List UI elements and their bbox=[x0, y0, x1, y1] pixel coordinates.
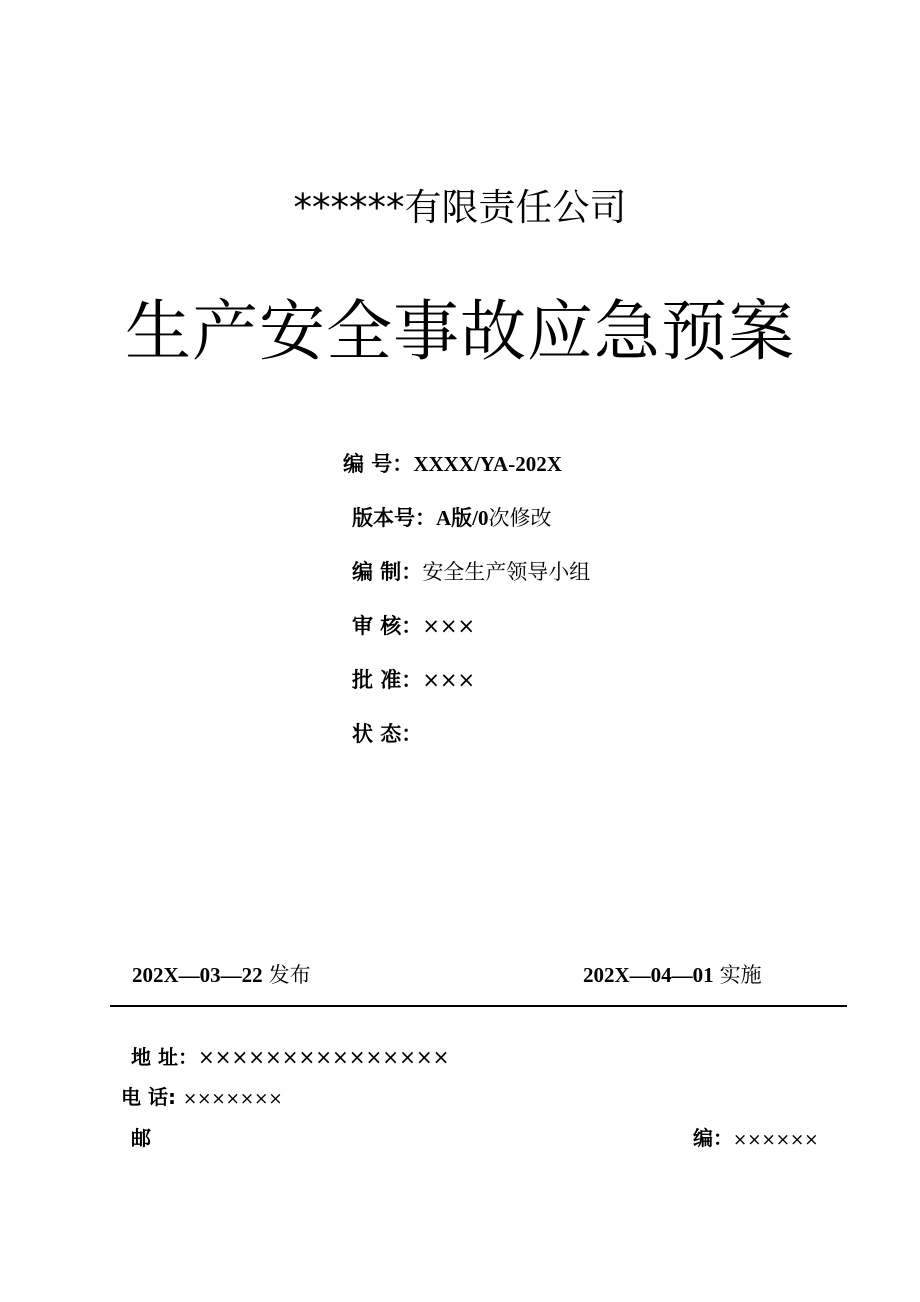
divider-line bbox=[110, 1005, 847, 1007]
meta-status-row bbox=[352, 719, 422, 749]
postcode-label-left-line bbox=[131, 1124, 151, 1152]
meta-approver-row bbox=[352, 665, 475, 695]
approver-label: 批 准： bbox=[352, 668, 423, 692]
effective-date-line bbox=[583, 960, 762, 990]
number-value: XXXX/YA-202X bbox=[413, 452, 562, 476]
reviewer-value: ××× bbox=[422, 614, 476, 638]
effective-word: 实施 bbox=[719, 963, 762, 987]
reviewer-label: 审 核： bbox=[352, 614, 423, 638]
postcode-line bbox=[693, 1124, 818, 1154]
address-line bbox=[131, 1043, 449, 1071]
postcode-value: ×××××× bbox=[733, 1130, 819, 1150]
publish-date-line bbox=[132, 960, 311, 990]
version-value-rest: 次修改 bbox=[488, 506, 552, 530]
address-value: ××××××××××××××× bbox=[197, 1045, 450, 1069]
editor-value: 安全生产领导小组 bbox=[422, 560, 591, 584]
postcode-label-left: 邮 bbox=[131, 1126, 151, 1150]
address-label: 地 址： bbox=[131, 1045, 198, 1069]
postcode-label-right: 编： bbox=[693, 1126, 733, 1150]
publish-word: 发布 bbox=[268, 963, 311, 987]
phone-value: ××××××× bbox=[182, 1089, 283, 1109]
publish-date: 202X—03—22 bbox=[132, 963, 263, 987]
meta-version-row bbox=[352, 503, 552, 533]
company-name: ******有限责任公司 bbox=[293, 186, 627, 229]
meta-reviewer-row bbox=[352, 611, 475, 641]
effective-date: 202X—04—01 bbox=[583, 963, 714, 987]
version-value-bold: A版/0 bbox=[436, 506, 489, 530]
version-label: 版本号： bbox=[352, 506, 436, 530]
number-label: 编 号： bbox=[343, 452, 414, 476]
approver-value: ××× bbox=[422, 668, 476, 692]
status-label: 状 态： bbox=[352, 722, 423, 746]
meta-editor-row bbox=[352, 557, 590, 587]
phone-label: 电 话: bbox=[121, 1085, 183, 1109]
document-title: 生产安全事故应急预案 bbox=[125, 293, 795, 370]
phone-line bbox=[121, 1083, 283, 1113]
editor-label: 编 制： bbox=[352, 560, 423, 584]
meta-number-row bbox=[343, 449, 562, 479]
